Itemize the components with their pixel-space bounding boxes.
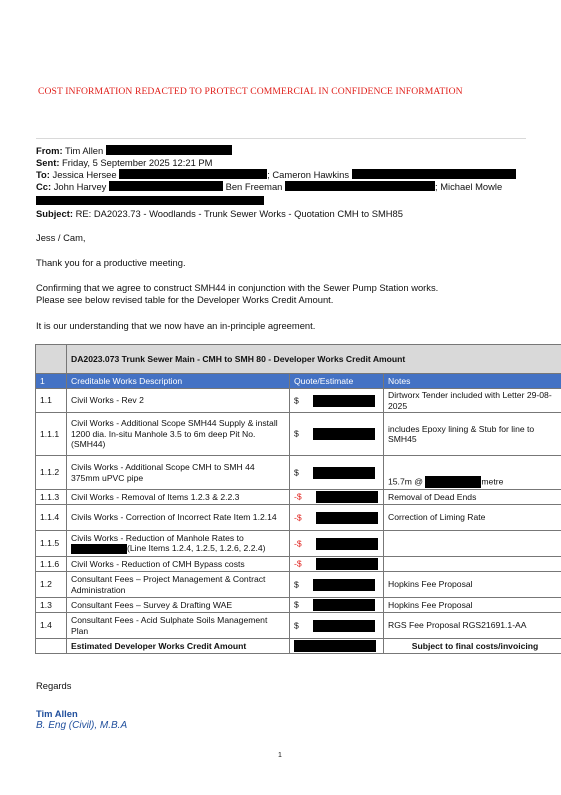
table-row xyxy=(36,413,561,456)
sent-label: Sent: xyxy=(36,157,60,168)
cc-value-2: Ben Freeman xyxy=(225,181,283,192)
table-row xyxy=(36,490,561,505)
item-amount xyxy=(290,572,384,598)
table-row xyxy=(36,557,561,572)
item-description: Civil Works - Additional Scope SMH44 Supply & install 1200 dia. In-situ Manhole 3.5 to 6m deep Pit No. (SMH44) xyxy=(67,413,290,456)
item-id: 1.2 xyxy=(36,572,67,598)
redaction-block xyxy=(316,491,378,503)
item-amount xyxy=(290,389,384,413)
item-note xyxy=(384,557,561,572)
column-header: 1 xyxy=(36,374,67,389)
currency-sign: $ xyxy=(294,619,299,630)
redaction-block xyxy=(109,181,223,191)
column-header: Quote/Estimate xyxy=(290,374,384,389)
currency-sign: $ xyxy=(294,394,299,405)
paragraph-thanks: Thank you for a productive meeting. xyxy=(36,257,186,268)
item-id: 1.3 xyxy=(36,598,67,613)
column-header: Creditable Works Description xyxy=(67,374,290,389)
item-note: Removal of Dead Ends xyxy=(384,490,561,505)
item-amount xyxy=(290,557,384,572)
subject-label: Subject: xyxy=(36,208,73,219)
sent-value: Friday, 5 September 2025 12:21 PM xyxy=(62,157,213,168)
table-row xyxy=(36,505,561,531)
cc-value-1: John Harvey xyxy=(53,181,107,192)
currency-sign: $ xyxy=(294,428,299,439)
redaction-block xyxy=(313,428,375,440)
item-note: Hopkins Fee Proposal xyxy=(384,598,561,613)
item-note: Dirtworx Tender included with Letter 29-08-2025 xyxy=(384,389,561,413)
redaction-block xyxy=(285,181,435,191)
redaction-block xyxy=(119,169,267,179)
header-divider xyxy=(36,138,526,139)
item-description: Consultant Fees – Survey & Drafting WAE xyxy=(67,598,290,613)
total-spacer xyxy=(36,639,67,654)
page-number: 1 xyxy=(278,752,282,759)
item-amount xyxy=(290,413,384,456)
redaction-block xyxy=(316,512,378,524)
item-amount xyxy=(290,613,384,639)
redaction-block xyxy=(106,145,232,155)
desc-part: (Line Items 1.2.4, 1.2.5, 1.2.6, 2.2.4) xyxy=(127,543,266,554)
to-label: To: xyxy=(36,169,50,180)
table-row xyxy=(36,389,561,413)
table-header-row xyxy=(36,374,561,389)
item-id: 1.1.1 xyxy=(36,413,67,456)
cc-label: Cc: xyxy=(36,181,52,192)
item-id: 1.1.6 xyxy=(36,557,67,572)
column-header: Notes xyxy=(384,374,561,389)
item-description: Consultant Fees – Project Management & Contract Administration xyxy=(67,572,290,598)
total-row xyxy=(36,639,561,654)
cc-value-3: ; Michael Mowle xyxy=(435,181,503,192)
email-subject xyxy=(36,208,403,220)
regards: Regards xyxy=(36,680,72,691)
currency-sign: -$ xyxy=(294,537,302,548)
item-id: 1.1.5 xyxy=(36,531,67,557)
paragraph-table-intro: Please see below revised table for the Developer Works Credit Amount. xyxy=(36,294,334,305)
paragraph-confirm: Confirming that we agree to construct SMH44 in conjunction with the Sewer Pump Station works. xyxy=(36,282,439,293)
item-amount xyxy=(290,505,384,531)
item-description: Civil Works - Reduction of CMH Bypass costs xyxy=(67,557,290,572)
redaction-block xyxy=(71,544,127,554)
paragraph-agreement: It is our understanding that we now have an in-principle agreement. xyxy=(36,320,316,331)
item-description: Civils Works - Additional Scope CMH to SMH 44 375mm uPVC pipe xyxy=(67,456,290,490)
item-amount xyxy=(290,531,384,557)
redaction-block xyxy=(313,579,375,591)
note-part: metre xyxy=(481,476,504,487)
item-note: Hopkins Fee Proposal xyxy=(384,572,561,598)
currency-sign: -$ xyxy=(294,511,302,522)
from-label: From: xyxy=(36,145,63,156)
currency-sign: -$ xyxy=(294,491,302,502)
signature-name: Tim Allen xyxy=(36,708,78,719)
to-value-2: ; Cameron Hawkins xyxy=(267,169,350,180)
desc-part: Civils Works - Reduction of Manhole Rates to xyxy=(71,532,244,543)
table-title-row xyxy=(36,345,561,374)
table-row xyxy=(36,531,561,557)
redaction-block xyxy=(316,558,378,570)
to-value-1: Jessica Hersee xyxy=(52,169,117,180)
item-id: 1.4 xyxy=(36,613,67,639)
item-note: RGS Fee Proposal RGS21691.1-AA xyxy=(384,613,561,639)
item-id: 1.1.2 xyxy=(36,456,67,490)
greeting: Jess / Cam, xyxy=(36,232,86,243)
item-note: includes Epoxy lining & Stub for line to SMH45 xyxy=(384,413,561,456)
redaction-block xyxy=(36,196,264,205)
total-amount xyxy=(290,639,384,654)
table-row xyxy=(36,613,561,639)
email-cc xyxy=(36,181,502,193)
table-title: DA2023.073 Trunk Sewer Main - CMH to SMH 80 - Developer Works Credit Amount xyxy=(67,345,561,374)
table-row xyxy=(36,572,561,598)
redaction-notice: COST INFORMATION REDACTED TO PROTECT COMMERCIAL IN CONFIDENCE INFORMATION xyxy=(38,86,463,97)
currency-sign: $ xyxy=(294,578,299,589)
currency-sign: $ xyxy=(294,466,299,477)
note-part: 15.7m @ xyxy=(388,476,423,487)
redaction-block xyxy=(313,467,375,479)
redaction-block xyxy=(313,620,375,632)
table-row xyxy=(36,598,561,613)
redaction-block xyxy=(352,169,516,179)
item-id: 1.1 xyxy=(36,389,67,413)
item-amount xyxy=(290,598,384,613)
redaction-block xyxy=(313,599,375,611)
table-title-blank xyxy=(36,345,67,374)
item-note xyxy=(384,531,561,557)
redaction-block xyxy=(316,538,378,550)
item-amount xyxy=(290,456,384,490)
email-sent xyxy=(36,157,212,169)
total-note: Subject to final costs/invoicing xyxy=(384,639,561,654)
item-id: 1.1.4 xyxy=(36,505,67,531)
item-id: 1.1.3 xyxy=(36,490,67,505)
from-value: Tim Allen xyxy=(65,145,104,156)
signature-title: B. Eng (Civil), M.B.A xyxy=(36,720,128,731)
email-from xyxy=(36,145,232,157)
item-description: Civil Works - Removal of Items 1.2.3 & 2.2.3 xyxy=(67,490,290,505)
credit-amount-table xyxy=(35,344,561,654)
total-label: Estimated Developer Works Credit Amount xyxy=(67,639,290,654)
item-description xyxy=(67,531,290,557)
item-description: Consultant Fees - Acid Sulphate Soils Management Plan xyxy=(67,613,290,639)
redaction-block xyxy=(313,395,375,407)
currency-sign: -$ xyxy=(294,558,302,569)
currency-sign: $ xyxy=(294,599,299,610)
item-description: Civil Works - Rev 2 xyxy=(67,389,290,413)
email-to xyxy=(36,169,516,181)
item-note: Correction of Liming Rate xyxy=(384,505,561,531)
subject-value: RE: DA2023.73 - Woodlands - Trunk Sewer Works - Quotation CMH to SMH85 xyxy=(75,208,403,219)
item-description: Civils Works - Correction of Incorrect Rate Item 1.2.14 xyxy=(67,505,290,531)
item-note xyxy=(384,456,561,490)
redaction-block xyxy=(425,476,481,488)
item-amount xyxy=(290,490,384,505)
redaction-block xyxy=(294,640,376,652)
table-row xyxy=(36,456,561,490)
